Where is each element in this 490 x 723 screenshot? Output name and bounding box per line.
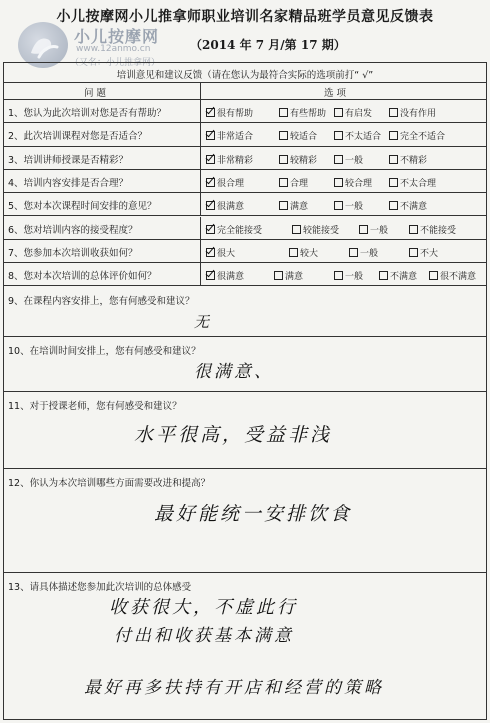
empty-box-icon[interactable] <box>292 225 301 234</box>
option-checkbox[interactable] <box>409 246 438 259</box>
option-checkbox[interactable] <box>334 199 363 212</box>
option-checkbox[interactable] <box>206 199 244 212</box>
option-checkbox[interactable] <box>206 223 262 236</box>
option-label: 很不满意 <box>440 272 477 283</box>
question-row <box>4 123 486 146</box>
open-question-row <box>4 337 486 392</box>
option-checkbox[interactable] <box>334 129 381 142</box>
open-question-row <box>4 573 486 719</box>
empty-box-icon[interactable] <box>389 178 398 187</box>
option-label: 完全不适合 <box>400 132 446 143</box>
option-label: 很满意 <box>217 272 245 283</box>
empty-box-icon[interactable] <box>334 108 343 117</box>
question-text: 10、在培训时间安排上，您有何感受和建议？ <box>8 346 201 357</box>
checked-box-icon[interactable] <box>206 131 215 140</box>
option-checkbox[interactable] <box>206 246 235 259</box>
form-title: 小儿按摩网小儿推拿师职业培训名家精品班学员意见反馈表 <box>56 9 434 25</box>
option-label: 满意 <box>285 272 304 283</box>
question-text: 6、您对培训内容的接受程度？ <box>8 224 138 236</box>
open-question-row <box>4 469 486 573</box>
question-text: 4、培训内容安排是否合理？ <box>8 177 129 189</box>
option-label: 很大 <box>217 248 236 259</box>
intro-text: 培训意见和建议反馈（请在您认为最符合实际的选项前打“ √” <box>116 70 374 81</box>
question-text: 3、培训讲师授课是否精彩？ <box>8 154 129 166</box>
option-label: 很有帮助 <box>217 109 254 119</box>
empty-box-icon[interactable] <box>279 131 288 140</box>
question-text: 7、您参加本次培训收获如何？ <box>8 247 138 259</box>
empty-box-icon[interactable] <box>349 248 358 257</box>
empty-box-icon[interactable] <box>274 271 283 280</box>
option-checkbox[interactable] <box>206 106 253 119</box>
open-question-row <box>4 392 486 469</box>
question-row <box>4 263 486 286</box>
option-label: 较能接受 <box>303 225 340 236</box>
option-checkbox[interactable] <box>379 269 417 282</box>
handwritten-answer: 最好能统一安排饮食 <box>154 503 353 525</box>
option-checkbox[interactable] <box>429 269 476 282</box>
question-row <box>4 193 486 216</box>
question-row <box>4 147 486 170</box>
empty-box-icon[interactable] <box>334 271 343 280</box>
option-checkbox[interactable] <box>349 246 378 259</box>
empty-box-icon[interactable] <box>409 225 418 234</box>
option-checkbox[interactable] <box>334 153 363 166</box>
checked-box-icon[interactable] <box>206 201 215 210</box>
question-row <box>4 240 486 263</box>
option-label: 一般 <box>370 225 389 236</box>
option-checkbox[interactable] <box>389 176 436 189</box>
empty-box-icon[interactable] <box>389 201 398 210</box>
checked-box-icon[interactable] <box>206 155 215 164</box>
form-subtitle: （2014 年 7 月/第 17 期） <box>190 38 346 52</box>
option-checkbox[interactable] <box>334 176 372 189</box>
option-checkbox[interactable] <box>409 223 456 236</box>
checked-box-icon[interactable] <box>206 108 215 117</box>
question-row <box>4 100 486 123</box>
option-checkbox[interactable] <box>389 153 427 166</box>
empty-box-icon[interactable] <box>334 201 343 210</box>
option-label: 不满意 <box>400 202 428 213</box>
option-label: 不能接受 <box>420 225 457 236</box>
handwritten-answer: 很满意、 <box>194 362 274 382</box>
question-text: 11、对于授课老师，您有何感受和建议？ <box>8 401 182 412</box>
handwritten-answer: 最好再多扶持有开店和经营的策略 <box>84 678 384 698</box>
logo-name: 小儿按摩网 <box>74 27 160 46</box>
option-checkbox[interactable] <box>206 153 253 166</box>
option-checkbox[interactable] <box>334 269 363 282</box>
question-text: 5、您对本次课程时间安排的意见？ <box>8 201 157 213</box>
option-label: 很满意 <box>217 202 245 213</box>
question-text: 2、此次培训课程对您是否适合？ <box>8 131 148 143</box>
empty-box-icon[interactable] <box>279 155 288 164</box>
empty-box-icon[interactable] <box>389 108 398 117</box>
question-text: 8、您对本次培训的总体评价如何？ <box>8 271 157 283</box>
option-checkbox[interactable] <box>389 199 427 212</box>
question-text: 9、在课程内容安排上，您有何感受和建议？ <box>8 296 195 307</box>
option-label: 满意 <box>290 202 309 213</box>
option-label: 非常精彩 <box>217 155 254 166</box>
handwritten-answer: 收获很大，不虚此行 <box>109 597 298 618</box>
option-label: 较大 <box>300 248 319 259</box>
empty-box-icon[interactable] <box>429 271 438 280</box>
option-label: 有启发 <box>345 109 373 119</box>
handwritten-answer: 付出和收获基本满意 <box>114 626 294 646</box>
option-checkbox[interactable] <box>389 129 445 142</box>
option-checkbox[interactable] <box>292 223 339 236</box>
option-label: 不满意 <box>390 272 418 283</box>
open-question-row <box>4 287 486 337</box>
option-label: 一般 <box>360 248 379 259</box>
option-label: 较适合 <box>290 132 318 143</box>
option-checkbox[interactable] <box>206 176 244 189</box>
question-text: 12、你认为本次培训哪些方面需要改进和提高？ <box>8 478 211 489</box>
empty-box-icon[interactable] <box>279 108 288 117</box>
empty-box-icon[interactable] <box>379 271 388 280</box>
option-checkbox[interactable] <box>279 106 326 119</box>
option-label: 一般 <box>345 272 364 283</box>
empty-box-icon[interactable] <box>359 225 368 234</box>
option-label: 有些帮助 <box>290 109 327 119</box>
checked-box-icon[interactable] <box>206 178 215 187</box>
option-checkbox[interactable] <box>289 246 318 259</box>
option-checkbox[interactable] <box>389 106 436 119</box>
option-checkbox[interactable] <box>279 129 317 142</box>
feedback-table <box>3 62 487 720</box>
question-text: 1、您认为此次培训对您是否有帮助？ <box>8 108 167 119</box>
option-checkbox[interactable] <box>359 223 388 236</box>
option-label: 不精彩 <box>400 155 428 166</box>
option-checkbox[interactable] <box>279 153 317 166</box>
handwritten-answer: 水平很高，受益非浅 <box>134 424 333 446</box>
option-label: 较合理 <box>345 178 373 189</box>
option-checkbox[interactable] <box>279 199 308 212</box>
empty-box-icon[interactable] <box>334 178 343 187</box>
option-checkbox[interactable] <box>206 129 253 142</box>
empty-box-icon[interactable] <box>289 248 298 257</box>
empty-box-icon[interactable] <box>409 248 418 257</box>
option-label: 一般 <box>345 155 364 166</box>
checked-box-icon[interactable] <box>206 248 215 257</box>
empty-box-icon[interactable] <box>279 201 288 210</box>
question-text: 13、请具体描述您参加此次培训的总体感受 <box>8 582 192 593</box>
empty-box-icon[interactable] <box>279 178 288 187</box>
option-label: 不太适合 <box>345 132 382 143</box>
option-label: 很合理 <box>217 178 245 189</box>
option-label: 不太合理 <box>400 178 437 189</box>
option-label: 完全能接受 <box>217 225 263 236</box>
option-label: 合理 <box>290 178 309 189</box>
option-checkbox[interactable] <box>279 176 308 189</box>
empty-box-icon[interactable] <box>389 131 398 140</box>
question-row <box>4 170 486 193</box>
option-checkbox[interactable] <box>206 269 244 282</box>
checked-box-icon[interactable] <box>206 271 215 280</box>
column-header-row <box>4 83 486 100</box>
handwritten-answer: 无 <box>194 313 213 331</box>
logo-url: www.12anmo.cn <box>76 44 151 54</box>
empty-box-icon[interactable] <box>334 155 343 164</box>
option-label: 没有作用 <box>400 109 437 119</box>
option-checkbox[interactable] <box>274 269 303 282</box>
logo-alias: （又名：小儿推拿网） <box>70 58 161 68</box>
option-label: 不大 <box>420 248 439 259</box>
question-row <box>4 217 486 240</box>
option-label: 非常适合 <box>217 132 254 143</box>
column-header-options: 选 项 <box>324 88 347 99</box>
option-checkbox[interactable] <box>334 106 372 119</box>
option-label: 较精彩 <box>290 155 318 166</box>
empty-box-icon[interactable] <box>389 155 398 164</box>
option-label: 一般 <box>345 202 364 213</box>
column-header-question: 问 题 <box>84 88 107 99</box>
checked-box-icon[interactable] <box>206 225 215 234</box>
empty-box-icon[interactable] <box>334 131 343 140</box>
intro-row <box>4 63 486 83</box>
